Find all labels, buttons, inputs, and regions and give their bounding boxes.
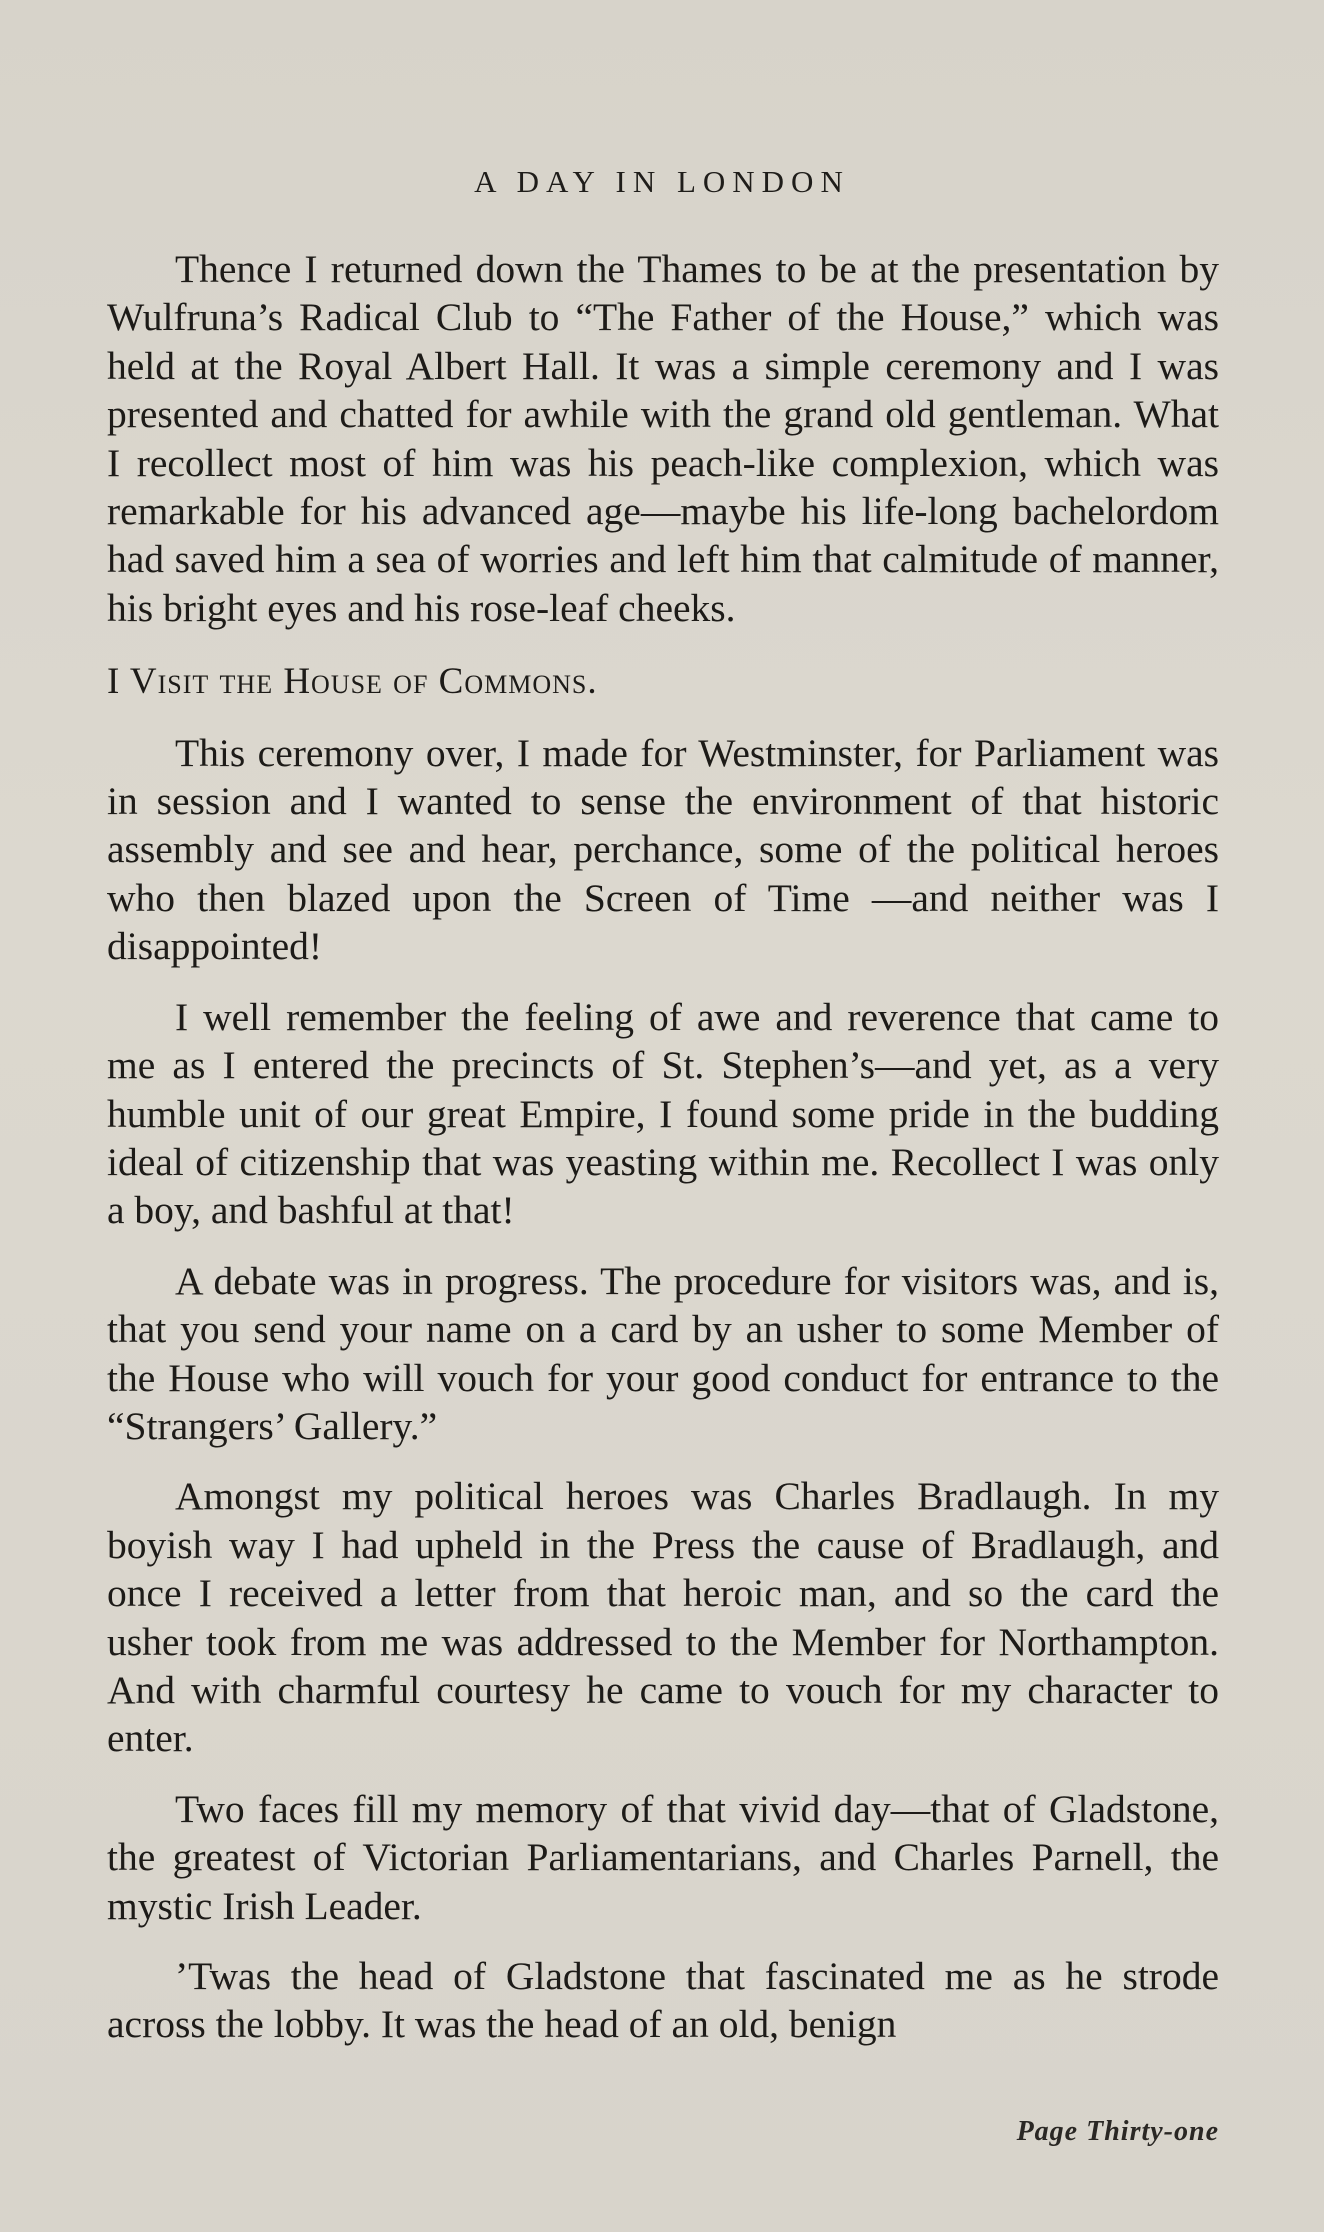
paragraph-6: Two faces fill my memory of that vivid day—that of Gladstone, the greatest of Victorian Parliamentarians, and Charles Parnell, the mystic Irish Leader. [107,1786,1219,1928]
paragraph-3: I well remember the feeling of awe and reverence that came to me as I entered the precincts of St. Stephen’s—and yet, as a very humble unit of our great Empire, I found some pride in the budding ideal of citizenship that was yeasting within me. Recollect I was only a boy, and bashful at that! [107,994,1219,1233]
body-text [107,245,1219,2071]
paragraph-2: This ceremony over, I made for Westminster, for Parliament was in session and I wanted to sense the environment of that historic assembly and see and hear, perchance, some of the political heroes who then blazed upon the Screen of Time —and neither was I disappointed! [107,730,1219,969]
paragraph-1: Thence I returned down the Thames to be at the presentation by Wulfruna’s Radical Club to “The Father of the House,” which was held at the Royal Albert Hall. It was a simple ceremony and I was presented and chatted for awhile with the grand old gentleman. What I recollect most of him was his peach-like complexion, which was remarkable for his advanced age—maybe his life-long bachelordom had saved him a sea of worries and left him that calmitude of manner, his bright eyes and his rose-leaf cheeks. [107,247,1219,630]
paragraph-4: A debate was in progress. The procedure for visitors was, and is, that you send your name on a card by an usher to some Member of the House who will vouch for your good conduct for entrance to the “Strangers’ Gallery.” [107,1258,1219,1448]
paragraph-5: Amongst my political heroes was Charles Bradlaugh. In my boyish way I had upheld in the Press the cause of Bradlaugh, and once I received a letter from that heroic man, and so the card the usher took from me was addressed to the Member for Northampton. And with charmful courtesy he came to vouch for my character to enter. [107,1474,1219,1761]
section-heading: I Visit the House of Commons. [107,661,598,703]
page-number: Page Thirty-one [1016,2116,1219,2147]
running-head: A DAY IN LONDON [474,164,850,199]
paragraph-7: ’Twas the head of Gladstone that fascinated me as he strode across the lobby. It was the head of an old, benign [107,1954,1219,2047]
